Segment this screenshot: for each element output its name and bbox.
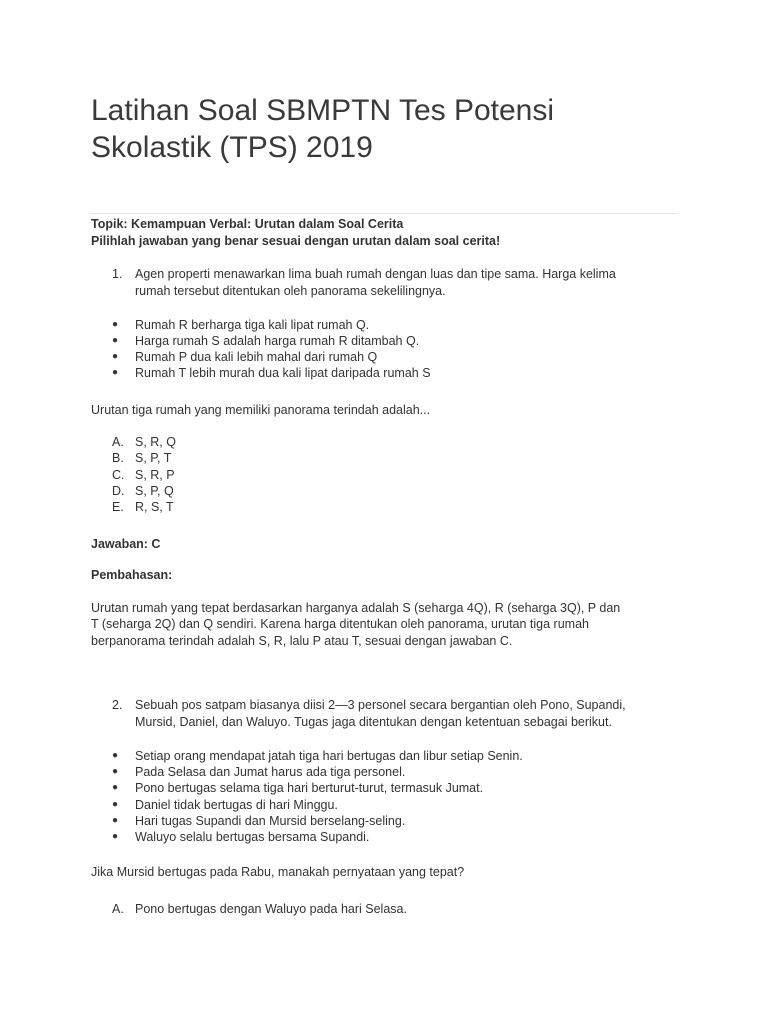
q1-text-line2: rumah tersebut ditentukan oleh panorama sekelilingnya. [135,284,446,298]
bullet-icon: ● [112,766,119,777]
bullet-icon: ● [112,831,119,842]
q2-question: Jika Mursid bertugas pada Rabu, manakah pernyataan yang tepat? [91,865,465,879]
q1-fact: Rumah T lebih murah dua kali lipat daripada rumah S [135,366,431,380]
topic-heading: Topik: Kemampuan Verbal: Urutan dalam Soal Cerita [91,217,404,231]
q2-number: 2. [112,698,123,712]
q1-question: Urutan tiga rumah yang memiliki panorama terindah adalah... [91,403,431,417]
bullet-icon: ● [112,799,119,810]
q1-fact: Harga rumah S adalah harga rumah R ditambah Q. [135,334,420,348]
q1-number: 1. [112,267,123,281]
q1-text-line1: Agen properti menawarkan lima buah rumah dengan luas dan tipe sama. Harga kelima [135,267,616,281]
q2-option-letter: A. [112,902,124,916]
page-title: Latihan Soal SBMPTN Tes Potensi Skolastik (TPS) 2019 [91,94,555,164]
q1-option-letter: D. [112,484,125,498]
bullet-icon: ● [112,750,119,761]
q1-discussion-label: Pembahasan: [91,568,173,582]
bullet-icon: ● [112,782,119,793]
q1-option-letter: B. [112,451,124,465]
q2-fact: Hari tugas Supandi dan Mursid berselang-seling. [135,814,406,828]
q1-discussion-line3: berpanorama terindah adalah S, R, lalu P atau T, sesuai dengan jawaban C. [91,634,513,648]
q1-option: S, P, T [135,451,172,465]
q1-discussion-line2: T (seharga 2Q) dan Q sendiri. Karena harga ditentukan oleh panorama, urutan tiga rumah [91,617,589,631]
q2-fact: Pono bertugas selama tiga hari berturut-turut, termasuk Jumat. [135,781,484,795]
q2-fact: Pada Selasa dan Jumat harus ada tiga personel. [135,765,406,779]
q1-option: S, P, Q [135,484,174,498]
q1-answer: Jawaban: C [91,537,161,551]
q1-option-letter: E. [112,500,124,514]
q2-text-line1: Sebuah pos satpam biasanya diisi 2—3 personel secara bergantian oleh Pono, Supandi, [135,698,626,712]
instruction-text: Pilihlah jawaban yang benar sesuai dengan urutan dalam soal cerita! [91,234,501,248]
q1-option: S, R, Q [135,435,176,449]
q2-fact: Setiap orang mendapat jatah tiga hari bertugas dan libur setiap Senin. [135,749,523,763]
q1-option-letter: A. [112,435,124,449]
q2-fact: Daniel tidak bertugas di hari Minggu. [135,798,338,812]
bullet-icon: ● [112,815,119,826]
q2-fact: Waluyo selalu bertugas bersama Supandi. [135,830,370,844]
q1-fact: Rumah R berharga tiga kali lipat rumah Q. [135,318,370,332]
q1-fact: Rumah P dua kali lebih mahal dari rumah Q [135,350,378,364]
bullet-icon: ● [112,351,119,362]
q1-discussion-line1: Urutan rumah yang tepat berdasarkan harganya adalah S (seharga 4Q), R (seharga 3Q), P dan [91,601,621,615]
bullet-icon: ● [112,367,119,378]
bullet-icon: ● [112,335,119,346]
q1-option: R, S, T [135,500,174,514]
q1-option: S, R, P [135,468,175,482]
q2-text-line2: Mursid, Daniel, dan Waluyo. Tugas jaga ditentukan dengan ketentuan sebagai berikut. [135,715,612,729]
divider [91,213,678,214]
q2-option: Pono bertugas dengan Waluyo pada hari Selasa. [135,902,407,916]
q1-option-letter: C. [112,468,125,482]
bullet-icon: ● [112,319,119,330]
